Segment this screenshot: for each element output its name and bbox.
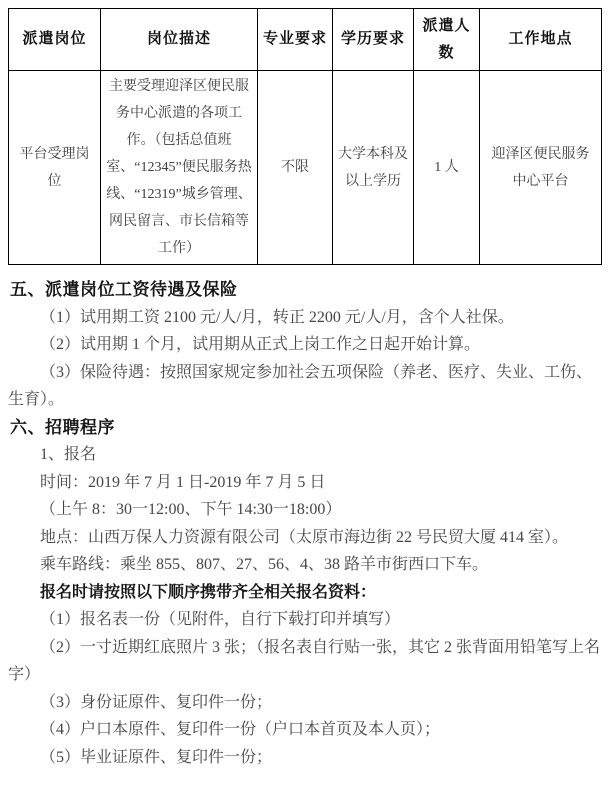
- cell-headcount: 1 人: [414, 71, 480, 265]
- column-header-major-requirement: 专业要求: [258, 9, 333, 71]
- column-header-dispatch-position: 派遣岗位: [9, 9, 101, 71]
- para-probation-salary: （1）试用期工资 2100 元/人/月，转正 2200 元/人/月，含个人社保。: [40, 308, 514, 326]
- para-registration-hours: （上午 8：30一12:00、下午 14:30一18:00）: [40, 501, 342, 518]
- para-bus-routes: 乘车路线：乘坐 855、807、27、56、4、38 路羊市街西口下车。: [40, 556, 489, 573]
- cell-education-requirement: 大学本科及以上学历: [333, 71, 414, 265]
- column-header-job-description: 岗位描述: [101, 9, 258, 71]
- para-registration-location: 地点：山西万保人力资源有限公司（太原市海边街 22 号民贸大厦 414 室）。: [40, 528, 569, 546]
- para-material-diploma: （5）毕业证原件、复印件一份；: [40, 748, 273, 766]
- column-header-education-requirement: 学历要求: [333, 9, 414, 71]
- cell-dispatch-position: 平台受理岗位: [9, 71, 101, 265]
- heading-salary-and-insurance: 五、派遣岗位工资待遇及保险: [10, 280, 238, 299]
- job-positions-table: [8, 8, 602, 265]
- cell-work-location: 迎泽区便民服务中心平台: [480, 71, 602, 265]
- para-material-application-form: （1）报名表一份（见附件，自行下载打印并填写）: [40, 611, 401, 628]
- cell-job-description: 主要受理迎泽区便民服务中心派遣的各项工作。（包括总值班室、“12345”便民服务热线、“12319”城乡管理、网民留言、市长信箱等工作）: [101, 71, 258, 265]
- para-registration: 1、报名: [40, 446, 97, 463]
- para-insurance-benefits: （3）保险待遇：按照国家规定参加社会五项保险（养老、医疗、失业、工伤、生育）。: [8, 363, 593, 408]
- document-body: [0, 265, 609, 771]
- para-material-photos: （2）一寸近期红底照片 3 张；（报名表自行贴一张，其它 2 张背面用铅笔写上名字）: [8, 638, 601, 683]
- para-registration-time: 时间：2019 年 7 月 1 日-2019 年 7 月 5 日: [40, 473, 326, 491]
- table-header-row: [9, 9, 602, 71]
- table-row: [9, 71, 602, 265]
- para-required-materials-title: 报名时请按照以下顺序携带齐全相关报名资料：: [40, 583, 377, 601]
- para-probation-period: （2）试用期 1 个月，试用期从正式上岗工作之日起开始计算。: [40, 336, 481, 353]
- cell-major-requirement: 不限: [258, 71, 333, 265]
- column-header-work-location: 工作地点: [480, 9, 602, 71]
- para-material-household-register: （4）户口本原件、复印件一份（户口本首页及本人页）；: [40, 721, 441, 738]
- para-material-id-card: （3）身份证原件、复印件一份；: [40, 693, 273, 711]
- column-header-headcount: 派遣人数: [414, 9, 480, 71]
- heading-recruitment-process: 六、招聘程序: [10, 417, 115, 437]
